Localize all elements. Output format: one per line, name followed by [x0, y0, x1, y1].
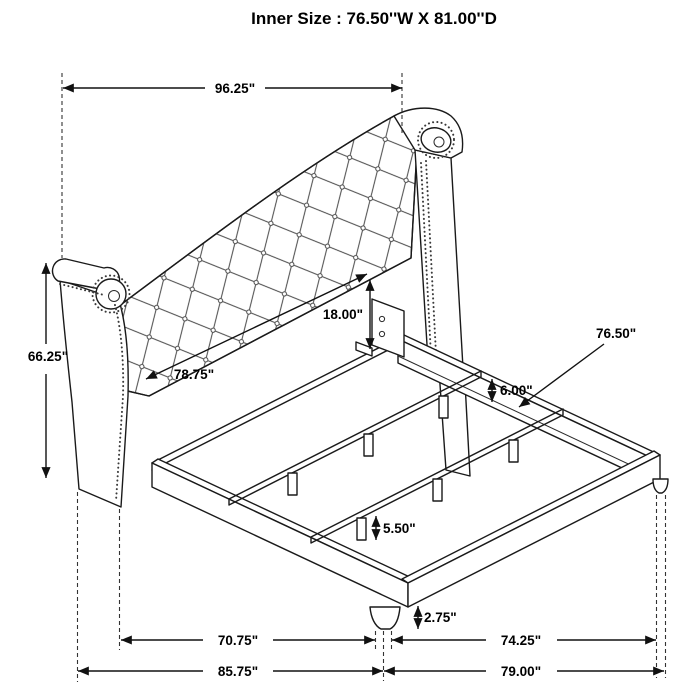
slat-leg [509, 440, 518, 462]
slat-leg [288, 473, 297, 495]
slat-leg [357, 518, 366, 540]
inner-depth-rail-side-label: 74.25" [500, 633, 542, 648]
right-corner-leg [653, 479, 668, 493]
dimension-slat-inner-width [519, 326, 636, 407]
corner-leg-height-label: 2.75" [424, 610, 457, 625]
left-scroll-arm [52, 259, 129, 507]
overall-depth-headboard-side-label: 85.75" [217, 664, 259, 679]
slat-leg-height-label: 5.50" [383, 521, 416, 536]
overall-width-label: 96.25" [214, 81, 256, 96]
rail-mounting-bracket [356, 299, 404, 357]
dimension-inner-depth-headboard-side [121, 633, 375, 648]
slat-leg [433, 479, 442, 501]
rail-to-slat-label: 6.00" [500, 383, 533, 398]
slat-leg [439, 396, 448, 418]
page-title: Inner Size : 76.50''W X 81.00''D [251, 9, 497, 28]
dimension-corner-leg-height [418, 606, 457, 629]
dimension-slat-leg-height [376, 516, 416, 540]
dimension-overall-depth-rail-side [384, 664, 664, 679]
headboard [52, 108, 470, 507]
slat-inner-width-label: 76.50" [596, 326, 637, 341]
foot-rail [402, 451, 660, 607]
right-side-rail [398, 335, 660, 483]
left-side-rail [152, 459, 414, 607]
overall-depth-rail-side-label: 79.00" [500, 664, 542, 679]
front-corner-leg [370, 607, 400, 629]
dimension-overall-width [63, 81, 402, 96]
inner-depth-headboard-side-label: 70.75" [217, 633, 259, 648]
headboard-height-label: 66.25" [27, 349, 69, 364]
headboard-inner-width-label: 78.75" [173, 367, 215, 382]
dimension-overall-depth-headboard-side [78, 664, 383, 679]
dimension-inner-depth-rail-side [392, 633, 656, 648]
panel-to-rail-label: 18.00" [322, 307, 363, 322]
slat-leg [364, 434, 373, 456]
